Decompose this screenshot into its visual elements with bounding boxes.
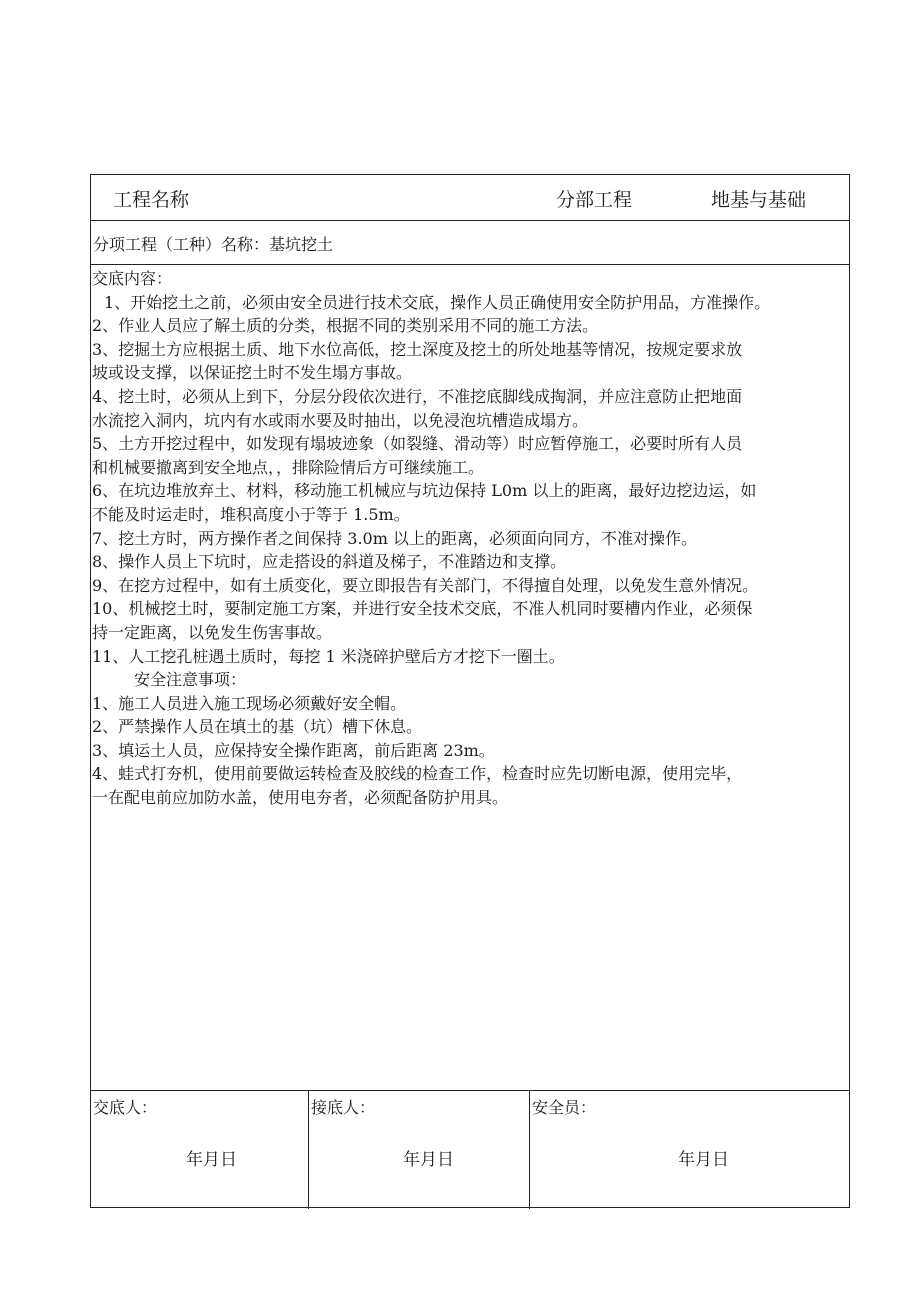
content-line: 8、操作人员上下坑时，应走搭设的斜道及梯子，不准踏边和支撑。: [92, 552, 567, 572]
content-line: 11、人工挖孔桩遇土质时，每挖 1 米浇碎护壁后方才挖下一圈土。: [92, 646, 565, 666]
division-value: 地基与基础: [711, 189, 807, 211]
content-line: 3、挖掘土方应根据土质、地下水位高低，挖土深度及挖土的所处地基等情况，按规定要求放: [92, 339, 743, 359]
content-line: 10、机械挖土时，要制定施工方案，并进行安全技术交底，不准人机同时要槽内作业，必须保: [92, 599, 753, 619]
safety-line: 1、施工人员进入施工现场必须戴好安全帽。: [92, 693, 407, 713]
subitem-row: [91, 221, 849, 265]
header-row: [91, 175, 849, 221]
content-line: 1、开始挖土之前，必须由安全员进行技术交底，操作人员正确使用安全防护用品，方准操作。: [104, 292, 771, 312]
safety-officer-label: 安全员：: [532, 1098, 597, 1117]
safety-officer-date: 年月日: [678, 1150, 729, 1170]
discloser-date: 年月日: [186, 1150, 237, 1170]
signature-row: [91, 1091, 849, 1209]
receiver-date: 年月日: [403, 1150, 454, 1170]
content-line: 7、挖土方时，两方操作者之间保持 3.0m 以上的距离，必须面向同方，不准对操作。: [92, 528, 697, 548]
disclosure-content: [92, 267, 848, 810]
content-line: 4、挖土时，必须从上到下，分层分段依次进行，不准挖底脚线成掏洞，并应注意防止把地面: [92, 386, 743, 406]
content-line: 5、土方开挖过程中，如发现有塌坡迹象（如裂缝、滑动等）时应暂停施工，必要时所有人员: [92, 434, 743, 454]
subitem-name: 分项工程（工种）名称：基坑挖土: [93, 235, 334, 254]
content-title: 交底内容：: [92, 269, 173, 288]
discloser-label: 交底人：: [93, 1098, 158, 1117]
content-line: 持一定距离，以免发生伤害事故。: [92, 622, 333, 642]
safety-title: 安全注意事项：: [134, 670, 247, 690]
content-line: 6、在坑边堆放弃土、材料，移动施工机械应与坑边保持 L0m 以上的距离，最好边挖边运，如: [92, 481, 757, 501]
safety-line: 一在配电前应加防水盖，使用电夯者，必须配备防护用具。: [92, 788, 509, 808]
discloser-cell: [91, 1091, 309, 1209]
content-line: 不能及时运走时，堆积高度小于等于 1.5m。: [92, 504, 410, 524]
disclosure-form: [90, 174, 850, 1208]
content-line: 2、作业人员应了解土质的分类，根据不同的类别采用不同的施工方法。: [92, 316, 599, 336]
content-line: 和机械要撤离到安全地点，，排除险情后方可继续施工。: [92, 457, 485, 477]
safety-line: 3、填运土人员，应保持安全操作距离，前后距离 23m。: [92, 740, 495, 760]
content-row: [91, 265, 849, 1091]
content-line: 水流挖入洞内，坑内有水或雨水要及时抽出，以免浸泡坑槽造成塌方。: [92, 410, 589, 430]
safety-officer-cell: [530, 1091, 849, 1209]
receiver-cell: [309, 1091, 530, 1209]
division-label: 分部工程: [556, 189, 633, 211]
project-name-label: 工程名称: [113, 189, 190, 211]
content-line: 9、在挖方过程中，如有土质变化，要立即报告有关部门，不得擅自处理，以免发生意外情况。: [92, 575, 759, 595]
receiver-label: 接底人：: [311, 1098, 376, 1117]
safety-line: 2、严禁操作人员在填土的基（坑）槽下休息。: [92, 717, 423, 737]
content-line: 坡或设支撑，以保证挖土时不发生塌方事故。: [92, 363, 413, 383]
safety-line: 4、蛙式打夯机，使用前要做运转检查及胶线的检查工作，检查时应先切断电源，使用完毕，: [92, 764, 743, 784]
